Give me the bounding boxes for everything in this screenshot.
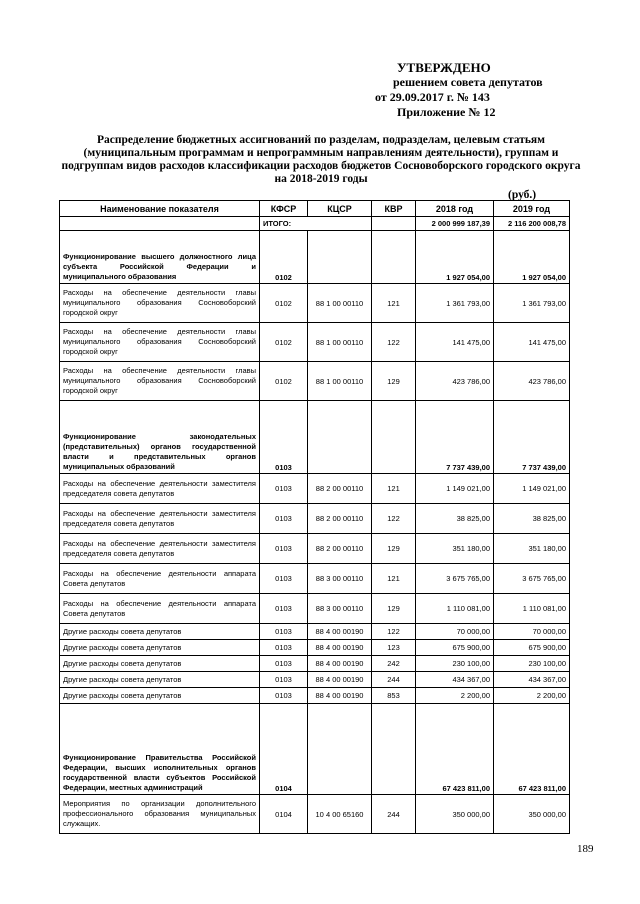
cell-name: Функционирование законодательных (представительных) органов государственной власти и представительных органов муниципальных образований [60,401,260,474]
approval-line-decision: решением совета депутатов [393,75,543,89]
header-2019: 2019 год [494,201,570,217]
cell-2019: 70 000,00 [494,624,570,640]
cell-name: Мероприятия по организации дополнительного профессионального образования муниципальных служащих. [60,795,260,834]
cell-2018: 38 825,00 [416,504,494,534]
header-kcsr: КЦСР [308,201,372,217]
cell-name: Другие расходы совета депутатов [60,640,260,656]
cell-name: Другие расходы совета депутатов [60,624,260,640]
header-kfsr: КФСР [260,201,308,217]
section-row [60,401,570,474]
cell-2019: 675 900,00 [494,640,570,656]
cell-2019: 38 825,00 [494,504,570,534]
cell-2018: 2 200,00 [416,688,494,704]
cell-2019: 1 361 793,00 [494,284,570,323]
total-2018: 2 000 999 187,39 [416,217,494,231]
cell-kcsr: 88 1 00 00110 [308,362,372,401]
cell-kvr: 129 [372,594,416,624]
cell-2019: 1 110 081,00 [494,594,570,624]
cell-kcsr: 88 1 00 00110 [308,323,372,362]
header-2018: 2018 год [416,201,494,217]
cell-kfsr: 0102 [260,284,308,323]
cell-kcsr: 88 1 00 00110 [308,284,372,323]
cell-kvr: 121 [372,474,416,504]
cell-kvr: 122 [372,624,416,640]
cell-2019: 351 180,00 [494,534,570,564]
cell-2018: 423 786,00 [416,362,494,401]
cell-kvr [372,401,416,474]
cell-2019: 3 675 765,00 [494,564,570,594]
cell-kcsr: 88 4 00 00190 [308,624,372,640]
cell-kfsr: 0103 [260,656,308,672]
cell-2019: 1 927 054,00 [494,231,570,284]
cell-2019: 1 149 021,00 [494,474,570,504]
total-label: ИТОГО: [260,217,372,231]
cell-name: Другие расходы совета депутатов [60,672,260,688]
cell-2018: 141 475,00 [416,323,494,362]
cell-2018: 350 000,00 [416,795,494,834]
table-row [60,656,570,672]
cell-name: Расходы на обеспечение деятельности аппарата Совета депутатов [60,594,260,624]
cell-name: Расходы на обеспечение деятельности главы муниципального образования Сосновоборский городской округ [60,284,260,323]
cell-kcsr: 88 2 00 00110 [308,534,372,564]
cell-kcsr: 88 4 00 00190 [308,672,372,688]
cell-kfsr: 0103 [260,534,308,564]
cell-kvr: 853 [372,688,416,704]
cell-name: Функционирование Правительства Российской Федерации, высших исполнительных органов государственной власти субъектов Российской Федерации, местных администраций [60,704,260,795]
cell-kcsr [308,704,372,795]
cell-name: Другие расходы совета депутатов [60,656,260,672]
cell-2018: 434 367,00 [416,672,494,688]
total-2019: 2 116 200 008,78 [494,217,570,231]
cell-name: Расходы на обеспечение деятельности заместителя председателя совета депутатов [60,534,260,564]
page-number: 189 [577,843,594,855]
cell-kfsr: 0103 [260,504,308,534]
table-row [60,640,570,656]
cell-kcsr: 88 4 00 00190 [308,640,372,656]
cell-2018: 70 000,00 [416,624,494,640]
table-row [60,624,570,640]
cell-kvr: 242 [372,656,416,672]
cell-kvr: 122 [372,504,416,534]
cell-kvr: 129 [372,362,416,401]
cell-2019: 350 000,00 [494,795,570,834]
approval-line-approved: УТВЕРЖДЕНО [397,60,491,75]
section-row [60,704,570,795]
cell-2018: 1 927 054,00 [416,231,494,284]
cell-2018: 7 737 439,00 [416,401,494,474]
cell-kcsr: 88 2 00 00110 [308,474,372,504]
cell-2019: 2 200,00 [494,688,570,704]
cell-2018: 351 180,00 [416,534,494,564]
approval-line-appendix: Приложение № 12 [397,105,496,119]
cell-name: Функционирование высшего должностного лица субъекта Российской Федерации и муниципального образования [60,231,260,284]
cell-name: Другие расходы совета депутатов [60,688,260,704]
cell-kfsr: 0103 [260,624,308,640]
cell-kfsr: 0103 [260,401,308,474]
table-row [60,474,570,504]
cell-kfsr: 0102 [260,323,308,362]
cell-kvr: 129 [372,534,416,564]
cell-2018: 1 149 021,00 [416,474,494,504]
cell-kfsr: 0103 [260,688,308,704]
cell-kfsr: 0102 [260,362,308,401]
cell-2018: 3 675 765,00 [416,564,494,594]
total-row [60,217,570,231]
cell-name: Расходы на обеспечение деятельности аппарата Совета депутатов [60,564,260,594]
cell-2019: 141 475,00 [494,323,570,362]
table-row [60,323,570,362]
total-empty-kvr [372,217,416,231]
cell-2019: 423 786,00 [494,362,570,401]
table-row [60,564,570,594]
table-row [60,688,570,704]
cell-kfsr: 0104 [260,704,308,795]
cell-2019: 434 367,00 [494,672,570,688]
cell-kfsr: 0103 [260,564,308,594]
cell-name: Расходы на обеспечение деятельности главы муниципального образования Сосновоборский городской округ [60,323,260,362]
currency-unit: (руб.) [508,189,537,201]
cell-2019: 67 423 811,00 [494,704,570,795]
cell-kcsr: 88 2 00 00110 [308,504,372,534]
cell-2018: 1 361 793,00 [416,284,494,323]
cell-kfsr: 0103 [260,672,308,688]
cell-kfsr: 0103 [260,640,308,656]
cell-kfsr: 0103 [260,474,308,504]
table-row [60,284,570,323]
cell-kcsr: 88 4 00 00190 [308,688,372,704]
cell-kvr: 121 [372,564,416,594]
cell-kcsr: 88 3 00 00110 [308,594,372,624]
cell-2019: 7 737 439,00 [494,401,570,474]
cell-name: Расходы на обеспечение деятельности заместителя председателя совета депутатов [60,474,260,504]
cell-name: Расходы на обеспечение деятельности заместителя председателя совета депутатов [60,504,260,534]
table-row [60,795,570,834]
table-row [60,362,570,401]
cell-kfsr: 0103 [260,594,308,624]
budget-table [59,200,570,834]
cell-kcsr [308,401,372,474]
cell-kcsr: 88 4 00 00190 [308,656,372,672]
cell-2019: 230 100,00 [494,656,570,672]
cell-kvr [372,231,416,284]
cell-name: Расходы на обеспечение деятельности главы муниципального образования Сосновоборский городской округ [60,362,260,401]
cell-kvr: 121 [372,284,416,323]
cell-kvr: 244 [372,672,416,688]
cell-kvr: 122 [372,323,416,362]
cell-2018: 675 900,00 [416,640,494,656]
cell-kfsr: 0102 [260,231,308,284]
cell-kvr: 123 [372,640,416,656]
cell-kcsr: 88 3 00 00110 [308,564,372,594]
table-row [60,534,570,564]
table-row [60,594,570,624]
cell-2018: 1 110 081,00 [416,594,494,624]
table-row [60,504,570,534]
document-title: Распределение бюджетных ассигнований по разделам, подразделам, целевым статьям (муниципальным программам и непрограммным направлениям деятельности), группам и подгруппам видов расходов классификации расходов бюджетов Сосновоборского городского округа на 2018-2019 годы [61,134,581,185]
table-header-row [60,201,570,217]
cell-kvr [372,704,416,795]
cell-kcsr: 10 4 00 65160 [308,795,372,834]
cell-kcsr [308,231,372,284]
cell-2018: 230 100,00 [416,656,494,672]
header-name: Наименование показателя [60,201,260,217]
approval-block [375,60,543,120]
cell-2018: 67 423 811,00 [416,704,494,795]
table-row [60,672,570,688]
cell-kfsr: 0104 [260,795,308,834]
total-empty-cell [60,217,260,231]
section-row [60,231,570,284]
approval-line-date: от 29.09.2017 г. № 143 [375,90,490,104]
cell-kvr: 244 [372,795,416,834]
header-kvr: КВР [372,201,416,217]
